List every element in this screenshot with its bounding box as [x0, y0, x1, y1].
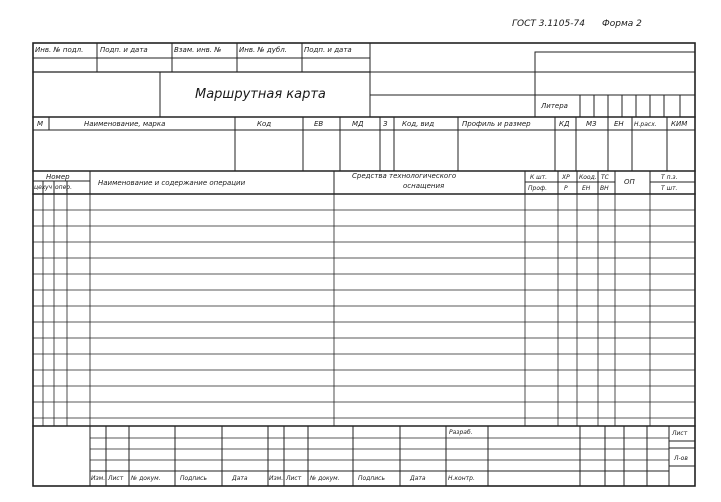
- op-col-t-sht: Т шт.: [661, 185, 678, 192]
- mat-col-md: МД: [352, 120, 364, 128]
- op-col-en2: ЕН: [582, 185, 591, 192]
- op-col-t-pz: Т п.з.: [661, 174, 678, 181]
- footer-col-podpis-1: Подпись: [180, 475, 207, 482]
- footer-col-izm-2: Изм.: [269, 475, 284, 482]
- mat-col-kim: КИМ: [671, 120, 688, 128]
- op-col-xr: ХР: [562, 174, 570, 181]
- mat-col-name: Наименование, марка: [84, 120, 166, 128]
- footer-col-data-2: Дата: [410, 475, 426, 482]
- mat-col-n-rash: Н.расх.: [634, 121, 657, 128]
- mat-col-m: М: [37, 120, 44, 128]
- op-col-op: ОП: [624, 178, 635, 186]
- stamp-inv-podl: Инв. № подл.: [35, 46, 84, 54]
- footer-col-izm-1: Изм.: [91, 475, 106, 482]
- form-standard: ГОСТ 3.1105-74: [512, 19, 585, 29]
- stamp-podp-data: Подп. и дата: [100, 46, 148, 54]
- op-col-uch: уч: [45, 184, 53, 191]
- op-col-prof: Проф.: [528, 185, 548, 192]
- mat-col-mz: МЗ: [586, 120, 597, 128]
- footer-col-dokum-1: № докум.: [131, 475, 161, 482]
- op-col-r: Р: [564, 185, 568, 192]
- mat-col-kd: КД: [559, 120, 570, 128]
- op-col-name: Наименование и содержание операции: [98, 179, 246, 187]
- litera-label: Литера: [541, 102, 568, 110]
- document-title: Маршрутная карта: [195, 87, 326, 102]
- mat-col-kod-vid: Код, вид: [402, 120, 435, 128]
- op-col-nomer: Номер: [46, 173, 70, 181]
- footer-col-list-2: Лист: [286, 475, 302, 482]
- stamp-vzam-inv: Взам. инв. №: [174, 46, 222, 54]
- footer-n-kontr: Н.контр.: [448, 475, 475, 482]
- mat-col-profile: Профиль и размер: [462, 120, 531, 128]
- footer-col-dokum-2: № докум.: [310, 475, 340, 482]
- mat-col-z: З: [383, 120, 388, 128]
- op-col-tseh: цех: [34, 184, 46, 191]
- op-col-oper: опер.: [55, 184, 73, 191]
- op-col-k-sht: К шт.: [530, 174, 548, 181]
- stamp-inv-dubl: Инв. № дубл.: [239, 46, 287, 54]
- footer-col-podpis-2: Подпись: [358, 475, 385, 482]
- op-col-tools-2: оснащения: [403, 182, 445, 190]
- op-col-tools-1: Средства технологического: [352, 172, 457, 180]
- mat-col-ev: ЕВ: [314, 120, 324, 128]
- stamp-podp-data-2: Подп. и дата: [304, 46, 352, 54]
- outer-frame: [33, 43, 695, 486]
- footer-col-data-1: Дата: [232, 475, 248, 482]
- form-number: Форма 2: [602, 19, 642, 29]
- footer-col-list-1: Лист: [108, 475, 124, 482]
- footer-listov: Л-ов: [674, 455, 688, 462]
- op-col-vn: ВН: [600, 185, 609, 192]
- footer-list: Лист: [672, 430, 688, 437]
- mat-col-en: ЕН: [614, 120, 624, 128]
- op-col-ts: ТС: [601, 174, 609, 181]
- mat-col-code: Код: [257, 120, 272, 128]
- op-col-kod-osn: Коод.: [579, 174, 597, 181]
- footer-razrab: Разраб.: [449, 429, 473, 436]
